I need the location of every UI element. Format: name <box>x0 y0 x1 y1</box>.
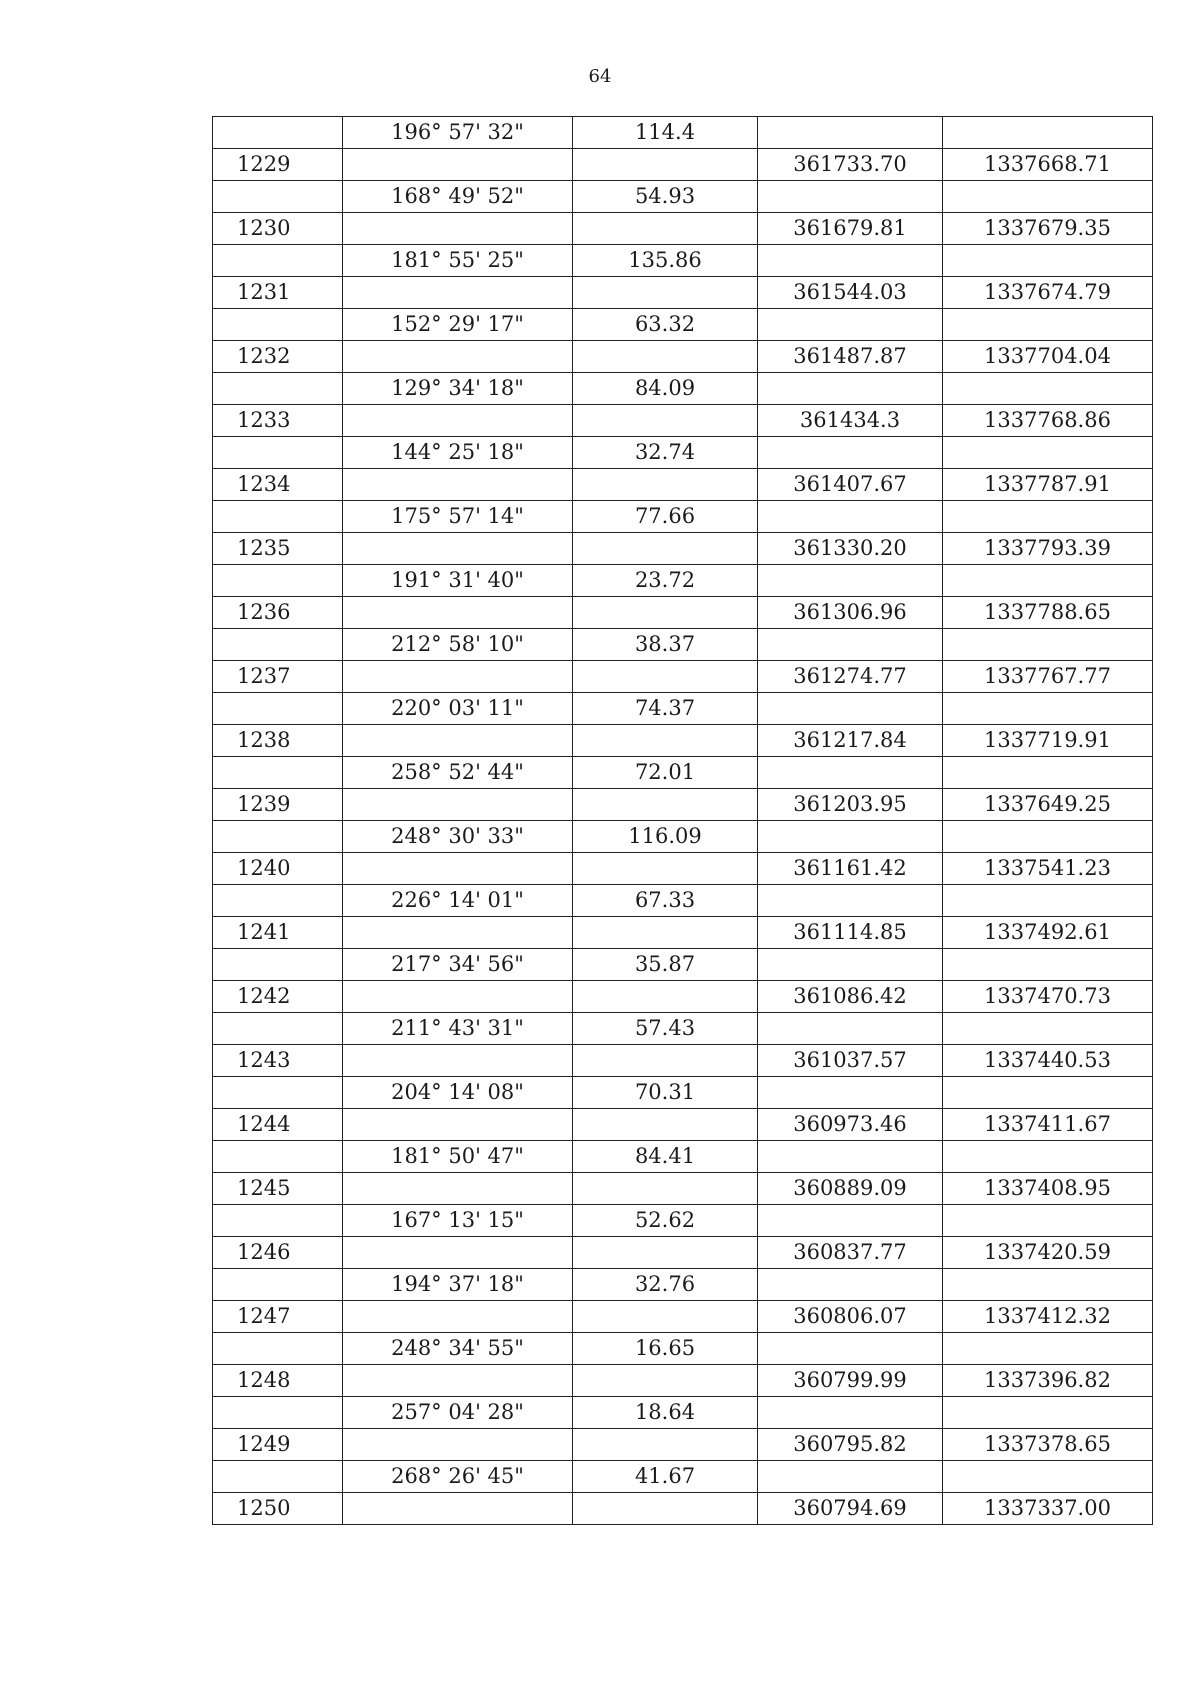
table-row <box>213 405 1153 437</box>
distance-cell: 38.37 <box>573 629 758 661</box>
distance-cell <box>573 341 758 373</box>
distance-cell: 84.09 <box>573 373 758 405</box>
table-row <box>213 917 1153 949</box>
northing-cell: 360799.99 <box>758 1365 943 1397</box>
table-row <box>213 373 1153 405</box>
bearing-cell: 194° 37' 18" <box>343 1269 573 1301</box>
station-cell <box>213 885 343 917</box>
northing-cell <box>758 1141 943 1173</box>
station-cell <box>213 117 343 149</box>
easting-cell <box>943 437 1153 469</box>
bearing-cell <box>343 1493 573 1525</box>
northing-cell: 360806.07 <box>758 1301 943 1333</box>
northing-cell <box>758 117 943 149</box>
northing-cell <box>758 757 943 789</box>
distance-cell <box>573 661 758 693</box>
northing-cell: 361217.84 <box>758 725 943 757</box>
table-row <box>213 1461 1153 1493</box>
bearing-cell <box>343 1045 573 1077</box>
bearing-cell: 196° 57' 32" <box>343 117 573 149</box>
northing-cell <box>758 949 943 981</box>
easting-cell <box>943 373 1153 405</box>
northing-cell <box>758 1205 943 1237</box>
easting-cell <box>943 1141 1153 1173</box>
bearing-cell: 217° 34' 56" <box>343 949 573 981</box>
bearing-cell <box>343 789 573 821</box>
station-cell <box>213 1397 343 1429</box>
bearing-cell <box>343 1173 573 1205</box>
station-cell: 1229 <box>213 149 343 181</box>
northing-cell: 361544.03 <box>758 277 943 309</box>
easting-cell: 1337470.73 <box>943 981 1153 1013</box>
easting-cell: 1337411.67 <box>943 1109 1153 1141</box>
northing-cell: 360794.69 <box>758 1493 943 1525</box>
easting-cell <box>943 1397 1153 1429</box>
easting-cell <box>943 1013 1153 1045</box>
station-cell <box>213 821 343 853</box>
bearing-cell: 144° 25' 18" <box>343 437 573 469</box>
table-row <box>213 1269 1153 1301</box>
station-cell <box>213 1333 343 1365</box>
bearing-cell <box>343 597 573 629</box>
easting-cell <box>943 245 1153 277</box>
station-cell: 1245 <box>213 1173 343 1205</box>
bearing-cell <box>343 405 573 437</box>
northing-cell <box>758 1013 943 1045</box>
northing-cell: 361487.87 <box>758 341 943 373</box>
bearing-cell: 181° 55' 25" <box>343 245 573 277</box>
table-row <box>213 1109 1153 1141</box>
distance-cell <box>573 1365 758 1397</box>
northing-cell: 360889.09 <box>758 1173 943 1205</box>
table-row <box>213 213 1153 245</box>
traverse-table-body <box>213 117 1153 1525</box>
easting-cell <box>943 1077 1153 1109</box>
easting-cell <box>943 117 1153 149</box>
northing-cell <box>758 1077 943 1109</box>
distance-cell <box>573 533 758 565</box>
easting-cell: 1337378.65 <box>943 1429 1153 1461</box>
table-row <box>213 981 1153 1013</box>
northing-cell: 361330.20 <box>758 533 943 565</box>
bearing-cell <box>343 981 573 1013</box>
northing-cell: 360837.77 <box>758 1237 943 1269</box>
station-cell: 1242 <box>213 981 343 1013</box>
station-cell <box>213 949 343 981</box>
station-cell <box>213 181 343 213</box>
table-row <box>213 885 1153 917</box>
northing-cell <box>758 1461 943 1493</box>
easting-cell: 1337420.59 <box>943 1237 1153 1269</box>
table-row <box>213 1333 1153 1365</box>
distance-cell: 70.31 <box>573 1077 758 1109</box>
station-cell <box>213 373 343 405</box>
northing-cell <box>758 373 943 405</box>
northing-cell <box>758 821 943 853</box>
bearing-cell: 257° 04' 28" <box>343 1397 573 1429</box>
easting-cell: 1337337.00 <box>943 1493 1153 1525</box>
bearing-cell: 211° 43' 31" <box>343 1013 573 1045</box>
bearing-cell <box>343 1237 573 1269</box>
station-cell: 1230 <box>213 213 343 245</box>
easting-cell: 1337719.91 <box>943 725 1153 757</box>
bearing-cell <box>343 1301 573 1333</box>
table-row <box>213 949 1153 981</box>
station-cell <box>213 1013 343 1045</box>
table-row <box>213 309 1153 341</box>
table-row <box>213 1493 1153 1525</box>
northing-cell: 361733.70 <box>758 149 943 181</box>
northing-cell: 361434.3 <box>758 405 943 437</box>
station-cell: 1241 <box>213 917 343 949</box>
distance-cell <box>573 1045 758 1077</box>
distance-cell <box>573 469 758 501</box>
table-row <box>213 533 1153 565</box>
table-row <box>213 1237 1153 1269</box>
distance-cell <box>573 981 758 1013</box>
station-cell: 1244 <box>213 1109 343 1141</box>
northing-cell: 361306.96 <box>758 597 943 629</box>
easting-cell: 1337793.39 <box>943 533 1153 565</box>
easting-cell <box>943 949 1153 981</box>
distance-cell <box>573 1109 758 1141</box>
bearing-cell: 152° 29' 17" <box>343 309 573 341</box>
bearing-cell <box>343 853 573 885</box>
distance-cell: 23.72 <box>573 565 758 597</box>
easting-cell <box>943 693 1153 725</box>
distance-cell <box>573 1237 758 1269</box>
table-row <box>213 469 1153 501</box>
station-cell <box>213 245 343 277</box>
table-row <box>213 565 1153 597</box>
traverse-table <box>212 116 1153 1525</box>
table-row <box>213 277 1153 309</box>
table-row <box>213 341 1153 373</box>
easting-cell: 1337412.32 <box>943 1301 1153 1333</box>
table-row <box>213 1397 1153 1429</box>
easting-cell: 1337704.04 <box>943 341 1153 373</box>
distance-cell: 135.86 <box>573 245 758 277</box>
distance-cell: 16.65 <box>573 1333 758 1365</box>
easting-cell: 1337408.95 <box>943 1173 1153 1205</box>
table-row <box>213 693 1153 725</box>
station-cell <box>213 309 343 341</box>
northing-cell <box>758 885 943 917</box>
bearing-cell: 226° 14' 01" <box>343 885 573 917</box>
northing-cell <box>758 693 943 725</box>
easting-cell <box>943 501 1153 533</box>
northing-cell: 360973.46 <box>758 1109 943 1141</box>
easting-cell <box>943 309 1153 341</box>
table-row <box>213 181 1153 213</box>
easting-cell: 1337668.71 <box>943 149 1153 181</box>
table-row <box>213 117 1153 149</box>
distance-cell: 41.67 <box>573 1461 758 1493</box>
northing-cell <box>758 309 943 341</box>
distance-cell <box>573 853 758 885</box>
bearing-cell <box>343 1109 573 1141</box>
table-row <box>213 725 1153 757</box>
bearing-cell <box>343 533 573 565</box>
distance-cell: 77.66 <box>573 501 758 533</box>
station-cell <box>213 1141 343 1173</box>
easting-cell: 1337541.23 <box>943 853 1153 885</box>
table-row <box>213 1205 1153 1237</box>
station-cell <box>213 437 343 469</box>
bearing-cell: 181° 50' 47" <box>343 1141 573 1173</box>
easting-cell <box>943 821 1153 853</box>
bearing-cell <box>343 469 573 501</box>
station-cell: 1250 <box>213 1493 343 1525</box>
bearing-cell: 248° 34' 55" <box>343 1333 573 1365</box>
northing-cell <box>758 501 943 533</box>
station-cell: 1248 <box>213 1365 343 1397</box>
bearing-cell <box>343 1365 573 1397</box>
distance-cell <box>573 917 758 949</box>
easting-cell <box>943 1461 1153 1493</box>
easting-cell: 1337396.82 <box>943 1365 1153 1397</box>
station-cell <box>213 1205 343 1237</box>
northing-cell: 361086.42 <box>758 981 943 1013</box>
table-row <box>213 789 1153 821</box>
easting-cell: 1337788.65 <box>943 597 1153 629</box>
station-cell <box>213 565 343 597</box>
distance-cell: 35.87 <box>573 949 758 981</box>
table-row <box>213 853 1153 885</box>
bearing-cell <box>343 341 573 373</box>
easting-cell: 1337787.91 <box>943 469 1153 501</box>
table-row <box>213 1429 1153 1461</box>
northing-cell: 360795.82 <box>758 1429 943 1461</box>
table-row <box>213 245 1153 277</box>
easting-cell: 1337649.25 <box>943 789 1153 821</box>
bearing-cell: 268° 26' 45" <box>343 1461 573 1493</box>
station-cell <box>213 1461 343 1493</box>
easting-cell <box>943 885 1153 917</box>
bearing-cell: 175° 57' 14" <box>343 501 573 533</box>
easting-cell: 1337440.53 <box>943 1045 1153 1077</box>
bearing-cell: 191° 31' 40" <box>343 565 573 597</box>
distance-cell <box>573 149 758 181</box>
station-cell <box>213 501 343 533</box>
table-row <box>213 629 1153 661</box>
station-cell <box>213 1077 343 1109</box>
table-row <box>213 1141 1153 1173</box>
distance-cell: 32.76 <box>573 1269 758 1301</box>
table-row <box>213 757 1153 789</box>
bearing-cell: 258° 52' 44" <box>343 757 573 789</box>
northing-cell <box>758 245 943 277</box>
station-cell: 1239 <box>213 789 343 821</box>
northing-cell: 361161.42 <box>758 853 943 885</box>
distance-cell: 54.93 <box>573 181 758 213</box>
northing-cell: 361037.57 <box>758 1045 943 1077</box>
station-cell: 1231 <box>213 277 343 309</box>
bearing-cell: 220° 03' 11" <box>343 693 573 725</box>
distance-cell <box>573 597 758 629</box>
station-cell: 1247 <box>213 1301 343 1333</box>
distance-cell: 114.4 <box>573 117 758 149</box>
easting-cell <box>943 629 1153 661</box>
station-cell: 1233 <box>213 405 343 437</box>
bearing-cell: 168° 49' 52" <box>343 181 573 213</box>
distance-cell <box>573 725 758 757</box>
distance-cell: 52.62 <box>573 1205 758 1237</box>
distance-cell: 84.41 <box>573 1141 758 1173</box>
bearing-cell <box>343 277 573 309</box>
station-cell: 1238 <box>213 725 343 757</box>
northing-cell <box>758 181 943 213</box>
northing-cell <box>758 1397 943 1429</box>
table-row <box>213 1301 1153 1333</box>
table-row <box>213 597 1153 629</box>
station-cell: 1232 <box>213 341 343 373</box>
station-cell: 1240 <box>213 853 343 885</box>
station-cell <box>213 1269 343 1301</box>
station-cell: 1243 <box>213 1045 343 1077</box>
distance-cell <box>573 1301 758 1333</box>
northing-cell: 361679.81 <box>758 213 943 245</box>
bearing-cell: 248° 30' 33" <box>343 821 573 853</box>
northing-cell: 361114.85 <box>758 917 943 949</box>
easting-cell <box>943 565 1153 597</box>
northing-cell <box>758 437 943 469</box>
northing-cell <box>758 1269 943 1301</box>
distance-cell: 32.74 <box>573 437 758 469</box>
easting-cell <box>943 757 1153 789</box>
northing-cell: 361203.95 <box>758 789 943 821</box>
table-row <box>213 437 1153 469</box>
bearing-cell: 212° 58' 10" <box>343 629 573 661</box>
northing-cell: 361407.67 <box>758 469 943 501</box>
easting-cell <box>943 181 1153 213</box>
station-cell <box>213 693 343 725</box>
station-cell <box>213 629 343 661</box>
distance-cell: 116.09 <box>573 821 758 853</box>
station-cell: 1236 <box>213 597 343 629</box>
table-row <box>213 1045 1153 1077</box>
bearing-cell: 204° 14' 08" <box>343 1077 573 1109</box>
bearing-cell <box>343 661 573 693</box>
northing-cell <box>758 629 943 661</box>
bearing-cell: 129° 34' 18" <box>343 373 573 405</box>
distance-cell <box>573 213 758 245</box>
page-number: 64 <box>588 66 612 87</box>
distance-cell <box>573 1493 758 1525</box>
distance-cell: 72.01 <box>573 757 758 789</box>
easting-cell: 1337768.86 <box>943 405 1153 437</box>
table-row <box>213 1013 1153 1045</box>
distance-cell <box>573 277 758 309</box>
station-cell: 1249 <box>213 1429 343 1461</box>
northing-cell <box>758 1333 943 1365</box>
table-row <box>213 149 1153 181</box>
distance-cell <box>573 1173 758 1205</box>
easting-cell: 1337767.77 <box>943 661 1153 693</box>
station-cell <box>213 757 343 789</box>
bearing-cell <box>343 917 573 949</box>
northing-cell: 361274.77 <box>758 661 943 693</box>
easting-cell: 1337679.35 <box>943 213 1153 245</box>
table-row <box>213 1077 1153 1109</box>
easting-cell: 1337674.79 <box>943 277 1153 309</box>
northing-cell <box>758 565 943 597</box>
bearing-cell <box>343 1429 573 1461</box>
station-cell: 1237 <box>213 661 343 693</box>
table-row <box>213 661 1153 693</box>
distance-cell: 63.32 <box>573 309 758 341</box>
bearing-cell <box>343 213 573 245</box>
station-cell: 1234 <box>213 469 343 501</box>
easting-cell: 1337492.61 <box>943 917 1153 949</box>
distance-cell <box>573 405 758 437</box>
table-row <box>213 1173 1153 1205</box>
distance-cell <box>573 1429 758 1461</box>
distance-cell <box>573 789 758 821</box>
distance-cell: 74.37 <box>573 693 758 725</box>
station-cell: 1246 <box>213 1237 343 1269</box>
table-row <box>213 821 1153 853</box>
distance-cell: 67.33 <box>573 885 758 917</box>
easting-cell <box>943 1205 1153 1237</box>
station-cell: 1235 <box>213 533 343 565</box>
bearing-cell <box>343 725 573 757</box>
easting-cell <box>943 1333 1153 1365</box>
bearing-cell: 167° 13' 15" <box>343 1205 573 1237</box>
bearing-cell <box>343 149 573 181</box>
table-row <box>213 501 1153 533</box>
easting-cell <box>943 1269 1153 1301</box>
distance-cell: 18.64 <box>573 1397 758 1429</box>
table-row <box>213 1365 1153 1397</box>
distance-cell: 57.43 <box>573 1013 758 1045</box>
